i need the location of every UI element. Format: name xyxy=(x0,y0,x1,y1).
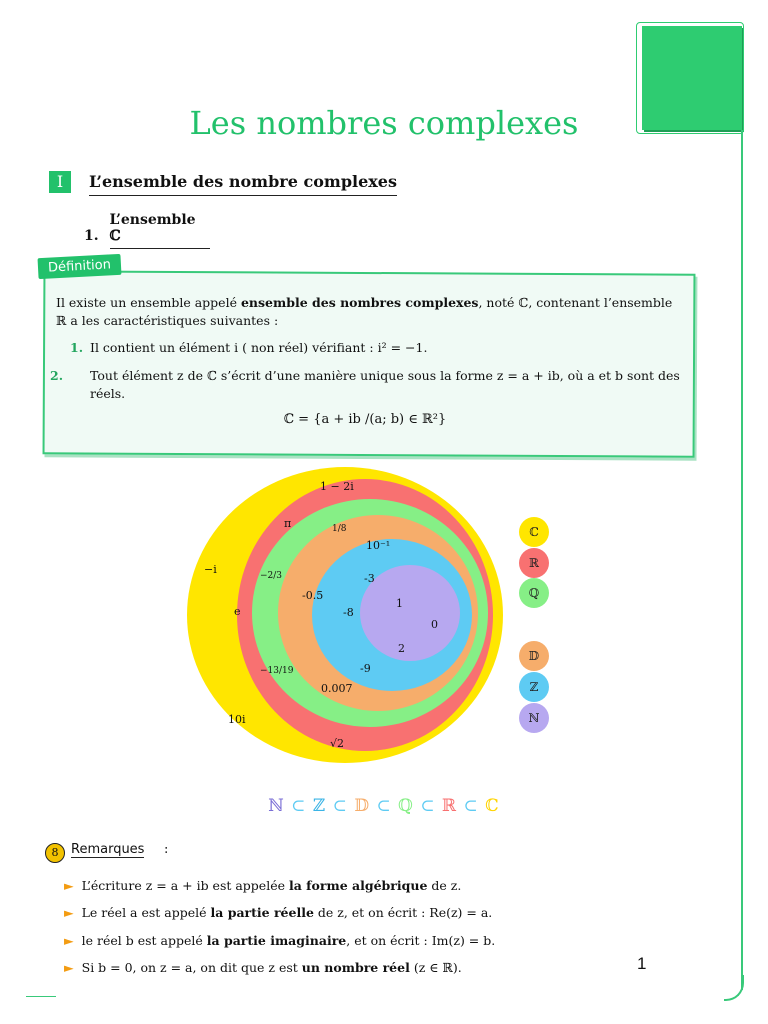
label-n-3: 2 xyxy=(398,642,405,655)
chain-token: ⊂ xyxy=(457,796,486,816)
definition-item-2 xyxy=(50,367,690,403)
subsection-number: 1. xyxy=(84,228,99,244)
subsection-heading xyxy=(84,212,210,249)
subsection-title: L’ensemble ℂ xyxy=(110,212,210,249)
section-title: L’ensemble des nombre complexes xyxy=(89,172,397,196)
remark-bold: la partie réelle xyxy=(210,905,314,920)
number-sets-diagram xyxy=(180,465,510,765)
remarks-title: Remarques xyxy=(71,842,145,857)
remark-bold: la forme algébrique xyxy=(288,878,428,893)
remark-icon: 8 xyxy=(45,843,65,863)
chain-token: 𝔻 xyxy=(354,796,371,816)
page-title: Les nombres complexes xyxy=(189,104,579,142)
definition-item-text: Il contient un élément i ( non réel) vérifiant : i² = −1. xyxy=(90,340,428,355)
chain-token: ℝ xyxy=(442,796,458,816)
triangle-bullet-icon: ► xyxy=(64,878,74,893)
label-z-1: -3 xyxy=(364,572,375,585)
definition-tag: Définition xyxy=(38,254,122,279)
label-q-1: 1/8 xyxy=(332,524,347,534)
label-d-1: 10⁻¹ xyxy=(366,539,391,552)
label-z-3: -9 xyxy=(360,662,371,675)
triangle-bullet-icon: ► xyxy=(64,933,74,948)
remark-text: le réel b est appelé xyxy=(81,933,207,948)
triangle-bullet-icon: ► xyxy=(64,960,74,975)
remark-bold: un nombre réel xyxy=(301,960,410,975)
remark-bold: la partie imaginaire xyxy=(206,933,347,948)
chain-token: ⊂ xyxy=(326,796,355,816)
label-q-3: −13/19 xyxy=(260,666,294,676)
label-q-2: −2/3 xyxy=(260,571,283,581)
label-r-1: π xyxy=(284,517,292,530)
definition-item-number: 2. xyxy=(50,368,64,383)
page-number: 1 xyxy=(637,954,647,973)
page-border-bottom xyxy=(26,996,56,997)
remark-text: L’écriture z = a + ib est appelée xyxy=(81,878,289,893)
chain-token: ⊂ xyxy=(370,796,399,816)
remark-item xyxy=(64,905,492,920)
remark-text-end: , et on écrit : Im(z) = b. xyxy=(346,933,496,948)
definition-intro-bold: ensemble des nombres complexes xyxy=(240,295,479,310)
inclusion-chain xyxy=(0,796,768,816)
legend-dot: ℕ xyxy=(519,703,549,733)
chain-token: ℂ xyxy=(485,796,500,816)
remark-item xyxy=(64,933,495,948)
definition-intro-text: Il existe un ensemble appelé xyxy=(56,295,241,310)
label-r-3: √2 xyxy=(330,737,345,750)
chain-token: ℚ xyxy=(398,796,414,816)
label-n-2: 0 xyxy=(431,618,438,631)
chain-token: ℤ xyxy=(312,796,327,816)
page-border-right xyxy=(741,130,743,990)
definition-formula: ℂ = {a + ib /(a; b) ∈ ℝ²} xyxy=(283,412,447,427)
legend-dot: ℂ xyxy=(519,517,549,547)
chain-token: ℕ xyxy=(268,796,285,816)
label-c-2: −i xyxy=(204,563,217,576)
remark-text-end: de z, et on écrit : Re(z) = a. xyxy=(313,905,493,920)
remark-text: Si b = 0, on z = a, on dit que z est xyxy=(81,960,302,975)
legend-dot: ℤ xyxy=(519,672,549,702)
remark-text: Le réel a est appelé xyxy=(81,905,211,920)
remark-item xyxy=(64,960,462,975)
legend-dot: ℚ xyxy=(519,578,549,608)
set-n-ellipse xyxy=(360,565,460,661)
definition-item-text: Tout élément z de ℂ s’écrit d’une manière unique sous la forme z = a + ib, où a et b sont des réels. xyxy=(90,368,680,401)
label-d-3: 0.007 xyxy=(321,682,353,695)
label-c-3: 10i xyxy=(228,713,246,726)
label-n-1: 1 xyxy=(396,597,403,610)
label-c-1: 1 − 2i xyxy=(320,480,354,493)
definition-item-1 xyxy=(70,339,678,357)
label-d-2: -0.5 xyxy=(302,589,324,602)
label-r-2: e xyxy=(234,605,241,618)
triangle-bullet-icon: ► xyxy=(64,905,74,920)
chain-token: ⊂ xyxy=(413,796,443,816)
section-badge: I xyxy=(49,171,71,193)
remark-text-end: (z ∈ ℝ). xyxy=(409,960,462,975)
remark-text-end: de z. xyxy=(427,878,462,893)
legend-dot: ℝ xyxy=(519,548,549,578)
definition-intro xyxy=(56,294,680,330)
chain-token: ⊂ xyxy=(284,796,313,816)
label-z-2: -8 xyxy=(343,606,354,619)
legend-dot: 𝔻 xyxy=(519,641,549,671)
remark-item xyxy=(64,878,461,893)
definition-intro-end: , noté ℂ, contenant l’ensemble ℝ a les caractéristiques suivantes : xyxy=(56,295,673,328)
page-border-curve xyxy=(724,975,744,1001)
definition-item-number: 1. xyxy=(70,340,84,355)
remarks-colon: : xyxy=(164,842,169,857)
